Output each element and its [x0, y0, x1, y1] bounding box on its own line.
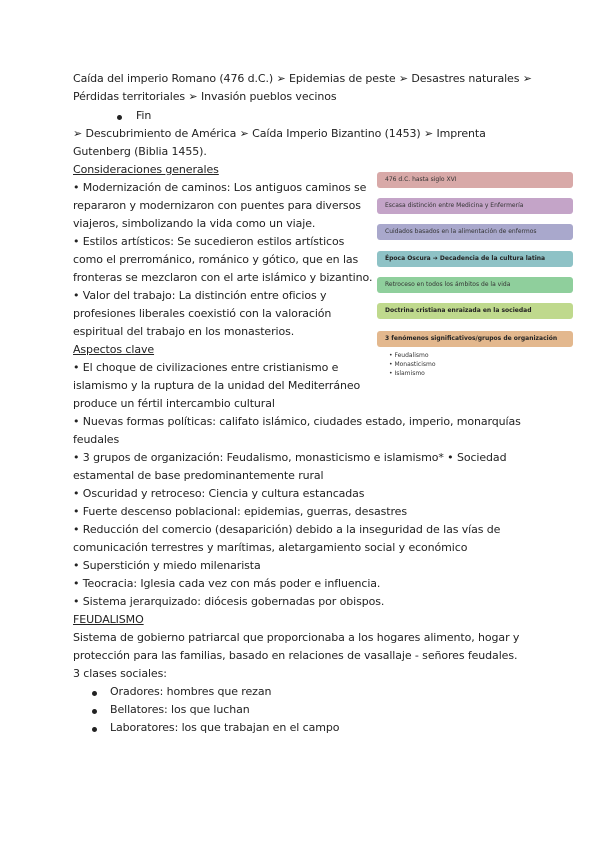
bullet-dot — [117, 115, 122, 120]
consideraciones-text: • Estilos artísticos: Se sucedieron estilos artísticos — [73, 235, 345, 248]
infographic-bar: 476 d.C. hasta siglo XVI — [377, 172, 573, 188]
consideraciones-text: como el prerrománico, románico y gótico, que en las — [73, 253, 359, 266]
infographic-bar: Época Oscura ➔ Decadencia de la cultura latina — [377, 251, 573, 267]
consideraciones-text: • Modernización de caminos: Los antiguos caminos se — [73, 181, 367, 194]
consideraciones-text: espiritual del trabajo en los monasterios. — [73, 325, 295, 338]
infographic-bar: Retroceso en todos los ámbitos de la vida — [377, 277, 573, 293]
aspectos-text: produce un fértil intercambio cultural — [73, 397, 275, 410]
intro-line-4: Gutenberg (Biblia 1455). — [73, 145, 207, 158]
consideraciones-text: viajeros, simbolizando la vida como un viaje. — [73, 217, 316, 230]
aspectos-text: • Teocracia: Iglesia cada vez con más poder e influencia. — [73, 577, 381, 590]
bullet-dot — [92, 691, 97, 696]
aspectos-text: • Nuevas formas políticas: califato islámico, ciudades estado, imperio, monarquías — [73, 415, 521, 428]
infographic-sub-item: • Monasticismo — [389, 361, 436, 368]
intro-line-2: Pérdidas territoriales ➢ Invasión pueblos vecinos — [73, 90, 337, 103]
clase-social-item: Oradores: hombres que rezan — [110, 685, 272, 698]
infographic-bar: 3 fenómenos significativos/grupos de organización — [377, 331, 573, 347]
infographic-bar: Cuidados basados en la alimentación de enfermos — [377, 224, 573, 240]
aspectos-text: • El choque de civilizaciones entre cristianismo e — [73, 361, 339, 374]
aspectos-text: • Oscuridad y retroceso: Ciencia y cultura estancadas — [73, 487, 365, 500]
feudalismo-text: Sistema de gobierno patriarcal que proporcionaba a los hogares alimento, hogar y — [73, 631, 520, 644]
clase-social-item: Bellatores: los que luchan — [110, 703, 250, 716]
consideraciones-text: profesiones liberales coexistió con la valoración — [73, 307, 332, 320]
aspectos-text: • Reducción del comercio (desaparición) debido a la inseguridad de las vías de — [73, 523, 501, 536]
consideraciones-text: fronteras se mezclaron con el arte islámico y bizantino. — [73, 271, 373, 284]
feudalismo-text: 3 clases sociales: — [73, 667, 167, 680]
clase-social-item: Laboratores: los que trabajan en el campo — [110, 721, 340, 734]
aspectos-text: islamismo y la ruptura de la unidad del Mediterráneo — [73, 379, 361, 392]
fin-item: Fin — [136, 109, 152, 122]
intro-line-3: ➢ Descubrimiento de América ➢ Caída Imperio Bizantino (1453) ➢ Imprenta — [73, 127, 486, 140]
aspectos-text: estamental de base predominantemente rural — [73, 469, 324, 482]
bullet-dot — [92, 727, 97, 732]
aspectos-text: comunicación terrestres y marítimas, aletargamiento social y económico — [73, 541, 468, 554]
aspectos-text: • Superstición y miedo milenarista — [73, 559, 261, 572]
feudalismo-text: protección para las familias, basado en relaciones de vasallaje - señores feudales. — [73, 649, 518, 662]
bullet-dot — [92, 709, 97, 714]
infographic-bar: Escasa distinción entre Medicina y Enfermería — [377, 198, 573, 214]
heading-consideraciones: Consideraciones generales — [73, 163, 219, 176]
infographic-sub-item: • Feudalismo — [389, 352, 429, 359]
edad-media-infographic — [373, 166, 579, 384]
consideraciones-text: • Valor del trabajo: La distinción entre oficios y — [73, 289, 327, 302]
aspectos-text: • 3 grupos de organización: Feudalismo, monasticismo e islamismo* • Sociedad — [73, 451, 507, 464]
aspectos-text: feudales — [73, 433, 120, 446]
infographic-bar: Doctrina cristiana enraizada en la sociedad — [377, 303, 573, 319]
heading-feudalismo: FEUDALISMO — [73, 613, 144, 626]
aspectos-text: • Sistema jerarquizado: diócesis gobernadas por obispos. — [73, 595, 385, 608]
infographic-sub-item: • Islamismo — [389, 370, 425, 377]
intro-line-1: Caída del imperio Romano (476 d.C.) ➢ Epidemias de peste ➢ Desastres naturales ➢ — [73, 72, 532, 85]
heading-aspectos: Aspectos clave — [73, 343, 155, 356]
aspectos-text: • Fuerte descenso poblacional: epidemias, guerras, desastres — [73, 505, 407, 518]
consideraciones-text: repararon y modernizaron con puentes para diversos — [73, 199, 361, 212]
